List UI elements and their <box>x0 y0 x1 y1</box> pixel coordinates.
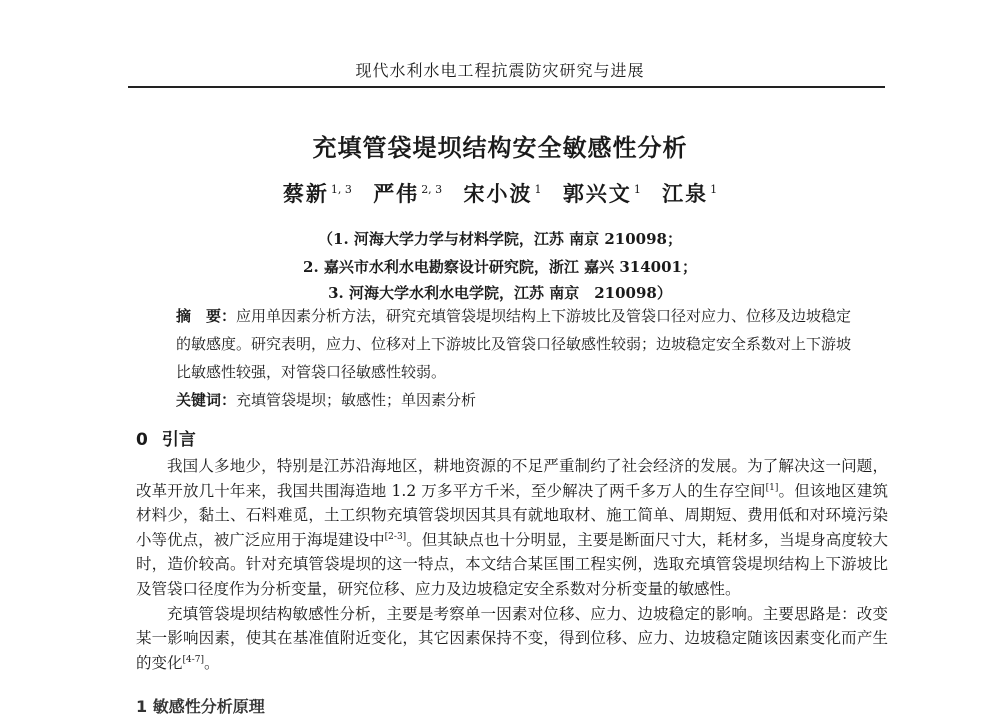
abstract-text: 应用单因素分析方法，研究充填管袋堤坝结构上下游坡比及管袋口径对应力、位移及边坡稳定的敏感度。研究表明，应力、位移对上下游坡比及管袋口径敏感性较弱；边坡稳定安全系数对上下游坡比敏感性较强，对管袋口径敏感性较弱。 <box>176 307 852 381</box>
author: 严伟 $^{2, 3}$ <box>373 181 443 206</box>
keywords-text: 充填管袋堤坝；敏感性；单因素分析 <box>236 391 477 409</box>
next-section-heading-cut: 1 敏感性分析原理 <box>136 697 265 716</box>
paragraph: 我国人多地少，特别是江苏沿海地区，耕地资源的不足严重制约了社会经济的发展。为了解决这一问题，改革开放几十年来，我国共围海造地 1.2 万多平方千米，至少解决了两千多万人的生存空间[1]。但该地区建筑材料少，黏土、石料难觅，土工织物充填管袋坝因其具有就地取材、施工简单、周期短、费用低和对环境污染小等优点，被广泛应用于海堤建设中[2-3]。但其缺点也十分明显，主要是断面尺寸大，耗材多，当堤身高度较大时，造价较高。针对充填管袋堤坝的这一特点，本文结合某匡围工程实例，选取充填管袋堤坝结构上下游坡比及管袋口径度作为分析变量，研究位移、应力及边坡稳定安全系数对分析变量的敏感性。 <box>136 457 888 598</box>
section-title: 引言 <box>161 430 196 450</box>
author: 郭兴文 $^1$ <box>562 181 641 206</box>
author-list <box>0 178 1000 208</box>
citation: [1] <box>765 482 779 493</box>
author: 宋小波 $^1$ <box>463 181 542 206</box>
header-rule <box>128 86 885 88</box>
affiliation-1: （1. 河海大学力学与材料学院，江苏 南京 210098； <box>318 230 682 248</box>
section-number: 0 <box>136 430 148 450</box>
abstract <box>176 302 856 386</box>
paper-title: 充填管袋堤坝结构安全敏感性分析 <box>312 134 688 162</box>
author: 蔡新 $^{1, 3}$ <box>282 181 352 206</box>
keywords-label: 关键词： <box>176 391 237 409</box>
section-heading <box>136 425 196 450</box>
abstract-label: 摘 要： <box>176 307 237 325</box>
affiliation-2: 2. 嘉兴市水利水电勘察设计研究院，浙江 嘉兴 314001； <box>303 258 697 276</box>
citation: [4-7] <box>182 654 205 665</box>
paragraph: 充填管袋堤坝结构敏感性分析，主要是考察单一因素对位移、应力、边坡稳定的影响。主要思路是：改变某一影响因素，使其在基准值附近变化，其它因素保持不变，得到位移、应力、边坡稳定随该因素变化而产生的变化[4-7]。 <box>136 604 888 672</box>
keywords <box>176 388 856 412</box>
author: 江泉 $^1$ <box>662 181 718 206</box>
citation: [2-3] <box>384 531 407 542</box>
running-header: 现代水利水电工程抗震防灾研究与进展 <box>355 61 645 80</box>
affiliation-3: 3. 河海大学水利水电学院，江苏 南京 210098） <box>328 284 672 302</box>
body-text <box>136 454 888 675</box>
